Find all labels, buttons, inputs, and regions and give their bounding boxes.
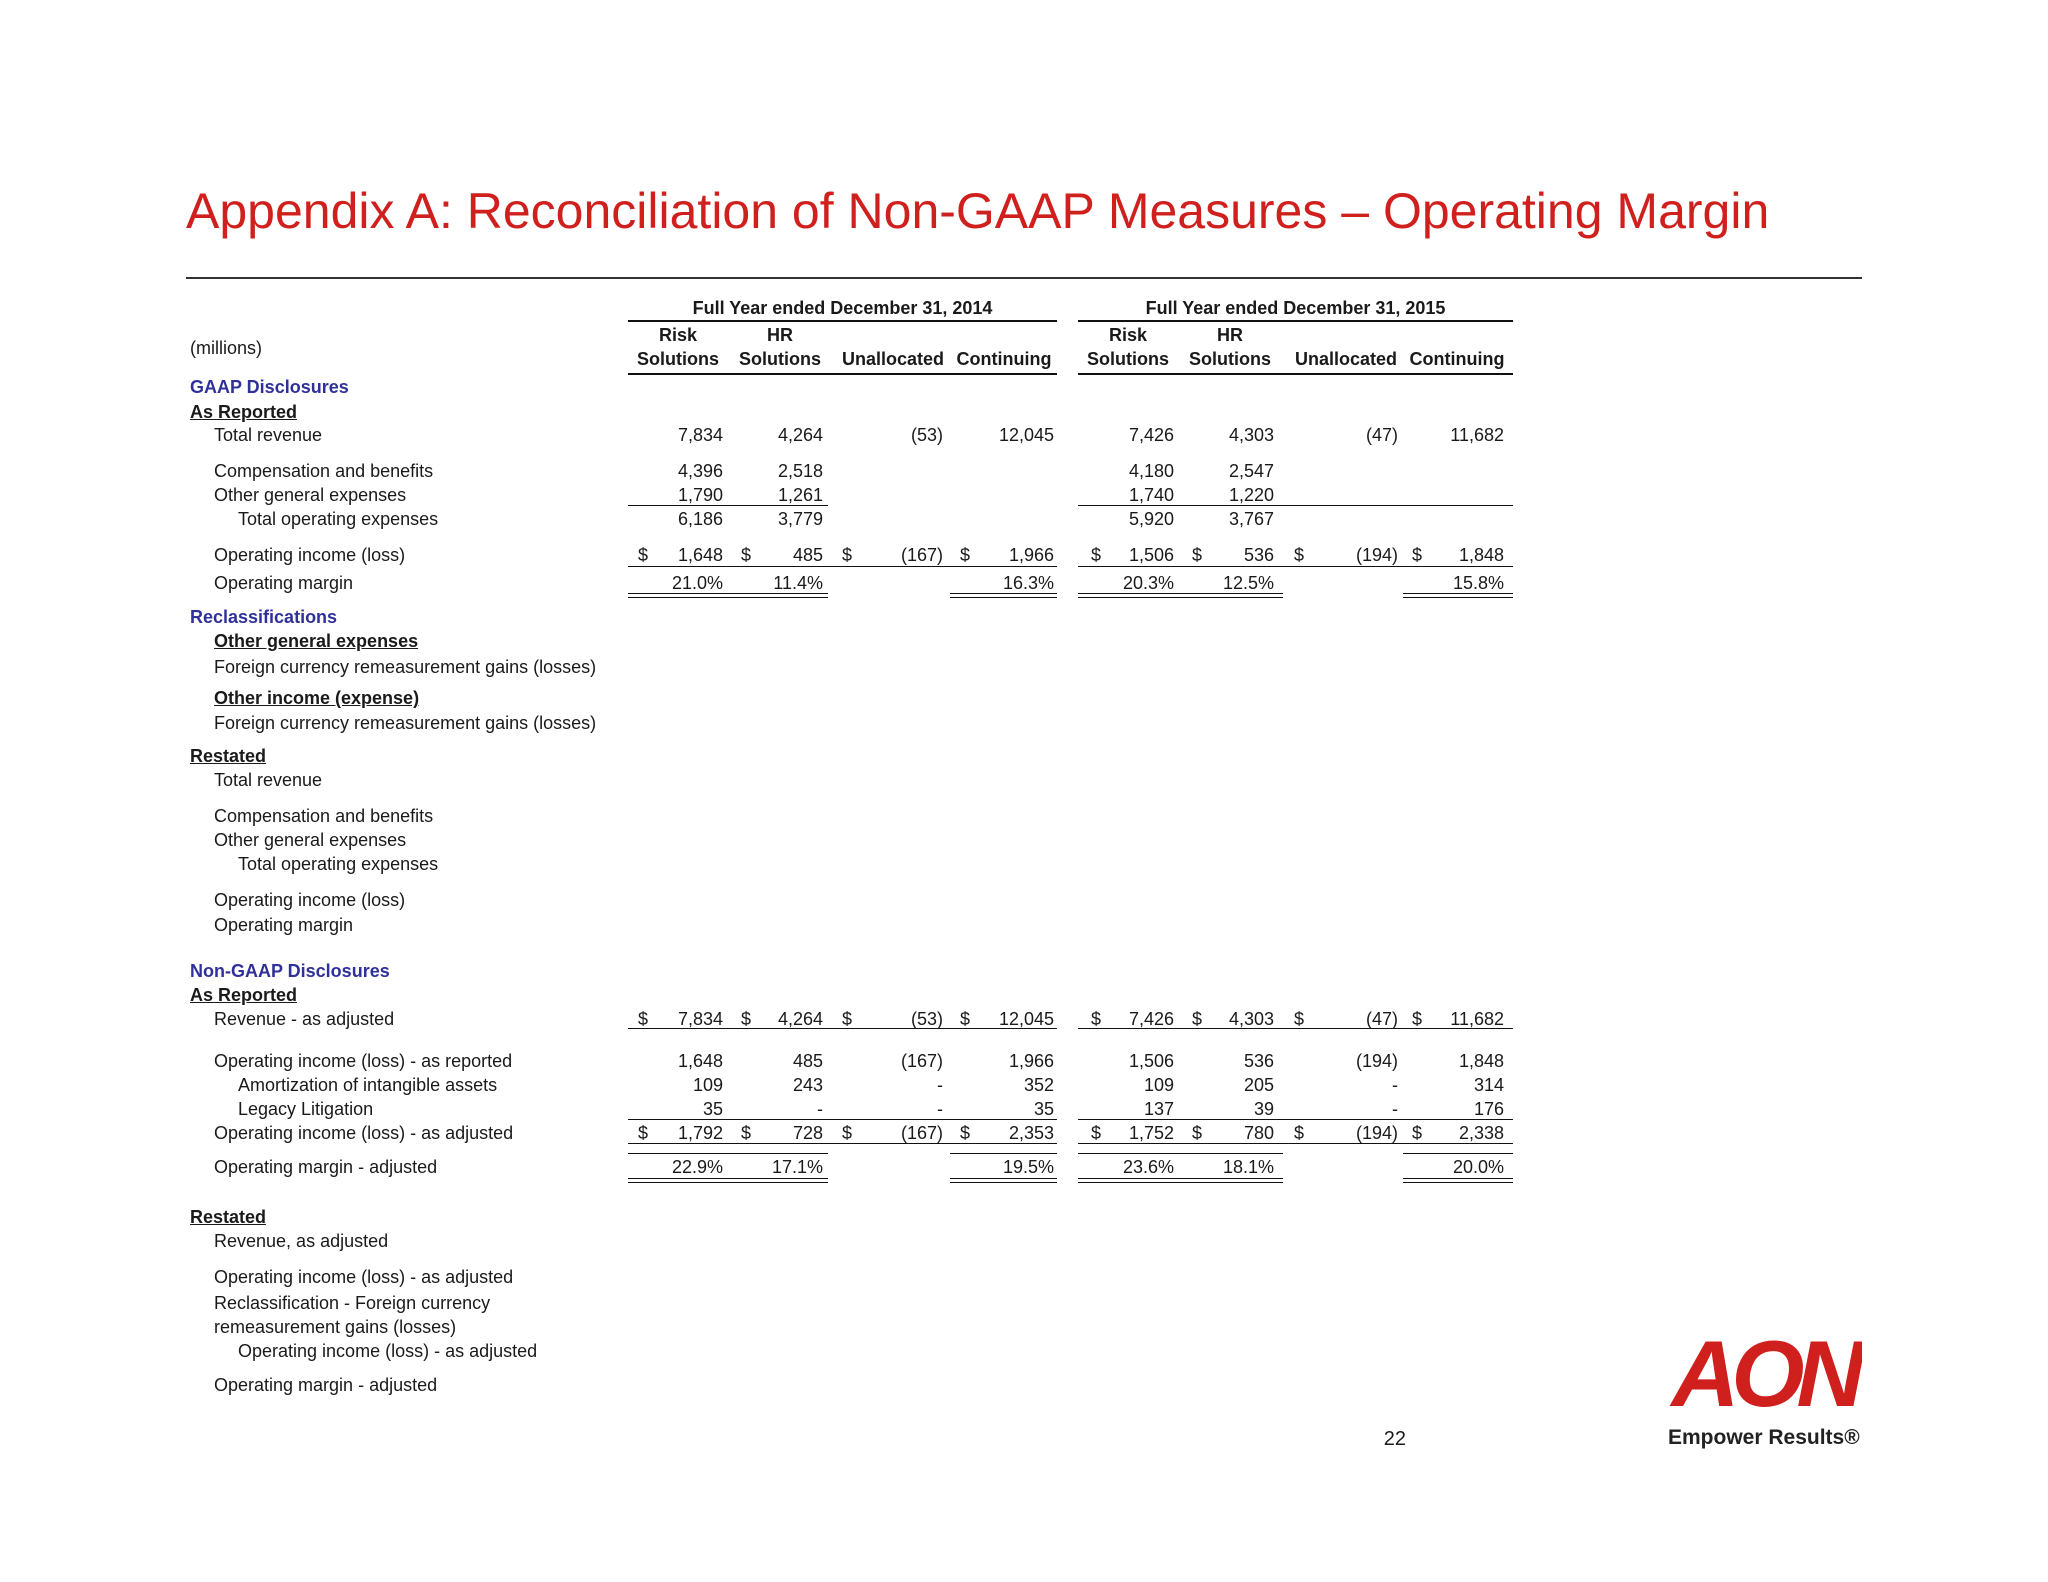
table-cell: 11,682 bbox=[1450, 425, 1504, 445]
period-header-rule bbox=[1078, 320, 1513, 322]
table-cell: 2,547 bbox=[1228, 461, 1274, 481]
table-cell: 1,506 bbox=[1128, 1051, 1174, 1071]
table-cell: 4,303 bbox=[1228, 425, 1274, 445]
table-cell: - bbox=[937, 1075, 943, 1095]
row-label: Other general expenses bbox=[214, 485, 407, 505]
table-cell: 3,767 bbox=[1228, 509, 1274, 529]
table-cell: 12,045 bbox=[998, 425, 1054, 445]
row-label: Operating income (loss) bbox=[214, 890, 406, 910]
total-double-rule bbox=[950, 1178, 1057, 1183]
table-cell: (194) bbox=[1355, 1123, 1398, 1143]
table-cell: 1,220 bbox=[1228, 485, 1274, 505]
total-rule bbox=[1078, 1028, 1513, 1029]
table-cell: 536 bbox=[1243, 545, 1274, 565]
currency-symbol: $ bbox=[638, 1123, 649, 1143]
table-cell: 35 bbox=[1033, 1099, 1054, 1119]
currency-symbol: $ bbox=[960, 545, 971, 565]
table-cell: 1,648 bbox=[677, 1051, 723, 1071]
table-cell: 39 bbox=[1253, 1099, 1274, 1119]
currency-symbol: $ bbox=[638, 545, 649, 565]
column-header: Risk bbox=[658, 325, 698, 345]
table-cell: 20.0% bbox=[1452, 1157, 1504, 1177]
table-cell: 19.5% bbox=[1002, 1157, 1054, 1177]
table-cell: 3,779 bbox=[777, 509, 823, 529]
currency-symbol: $ bbox=[1412, 1123, 1423, 1143]
table-cell: 5,920 bbox=[1128, 509, 1174, 529]
subtotal-rule bbox=[628, 566, 1057, 567]
currency-symbol: $ bbox=[1192, 1009, 1203, 1029]
table-cell: 352 bbox=[1023, 1075, 1054, 1095]
period-header: Full Year ended December 31, 2015 bbox=[1145, 298, 1446, 318]
table-cell: 1,648 bbox=[677, 545, 723, 565]
column-header: Solutions bbox=[739, 349, 821, 369]
row-label: Reclassifications bbox=[190, 607, 338, 627]
row-label: Operating margin - adjusted bbox=[214, 1157, 438, 1177]
subtotal-rule bbox=[628, 1143, 1057, 1144]
row-label: Compensation and benefits bbox=[214, 461, 434, 481]
currency-symbol: $ bbox=[1091, 545, 1102, 565]
currency-symbol: $ bbox=[842, 1123, 853, 1143]
table-cell: 7,834 bbox=[677, 1009, 723, 1029]
table-cell: 1,790 bbox=[677, 485, 723, 505]
table-cell: 1,506 bbox=[1128, 545, 1174, 565]
row-label: Operating income (loss) - as adjusted bbox=[214, 1123, 514, 1143]
row-label: Operating income (loss) - as adjusted bbox=[214, 1267, 514, 1287]
table-cell: 109 bbox=[1143, 1075, 1174, 1095]
column-header: Continuing bbox=[1409, 349, 1505, 369]
total-double-rule bbox=[1403, 593, 1513, 598]
page-title: Appendix A: Reconciliation of Non-GAAP Measures – Operating Margin bbox=[186, 183, 1770, 239]
table-cell: (167) bbox=[900, 1051, 943, 1071]
column-header: Unallocated bbox=[1294, 349, 1398, 369]
table-cell: (167) bbox=[900, 545, 943, 565]
table-cell: 137 bbox=[1143, 1099, 1174, 1119]
table-cell: 17.1% bbox=[771, 1157, 823, 1177]
currency-symbol: $ bbox=[960, 1009, 971, 1029]
table-cell: 20.3% bbox=[1122, 573, 1174, 593]
table-cell: 4,264 bbox=[777, 425, 823, 445]
total-double-rule bbox=[1078, 593, 1283, 598]
row-label: Revenue, as adjusted bbox=[214, 1231, 389, 1251]
column-header: Solutions bbox=[1087, 349, 1169, 369]
table-cell: 176 bbox=[1473, 1099, 1504, 1119]
currency-symbol: $ bbox=[842, 545, 853, 565]
row-label: Operating income (loss) - as reported bbox=[214, 1051, 513, 1071]
row-label: Restated bbox=[190, 1207, 267, 1227]
total-rule bbox=[628, 1153, 828, 1154]
total-rule bbox=[950, 1153, 1057, 1154]
table-cell: 4,180 bbox=[1128, 461, 1174, 481]
table-cell: 2,518 bbox=[777, 461, 823, 481]
table-cell: 485 bbox=[792, 545, 823, 565]
row-label: Amortization of intangible assets bbox=[238, 1075, 498, 1095]
currency-symbol: $ bbox=[960, 1123, 971, 1143]
row-label: Restated bbox=[190, 746, 267, 766]
row-label: As Reported bbox=[190, 985, 298, 1005]
column-header: Continuing bbox=[956, 349, 1052, 369]
tagline: Empower Results® bbox=[1668, 1426, 1860, 1449]
table-cell: 12.5% bbox=[1222, 573, 1274, 593]
table-cell: 21.0% bbox=[671, 573, 723, 593]
column-header: Unallocated bbox=[841, 349, 945, 369]
page-number: 22 bbox=[1383, 1428, 1406, 1450]
column-header: HR bbox=[767, 325, 793, 345]
subtotal-rule bbox=[1078, 566, 1513, 567]
table-cell: (47) bbox=[1365, 425, 1398, 445]
title-divider bbox=[186, 277, 1862, 279]
currency-symbol: $ bbox=[741, 545, 752, 565]
currency-symbol: $ bbox=[1192, 1123, 1203, 1143]
table-cell: 18.1% bbox=[1222, 1157, 1274, 1177]
units-label: (millions) bbox=[190, 338, 262, 358]
table-cell: - bbox=[1392, 1075, 1398, 1095]
currency-symbol: $ bbox=[741, 1009, 752, 1029]
table-cell: - bbox=[817, 1099, 823, 1119]
table-cell: 314 bbox=[1473, 1075, 1504, 1095]
total-double-rule bbox=[950, 593, 1057, 598]
column-header: HR bbox=[1217, 325, 1243, 345]
total-double-rule bbox=[628, 1178, 828, 1183]
table-cell: 11,682 bbox=[1450, 1009, 1504, 1029]
row-label: Total revenue bbox=[214, 425, 323, 445]
aon-logo bbox=[1666, 1326, 1862, 1416]
table-cell: 6,186 bbox=[677, 509, 723, 529]
table-cell: 12,045 bbox=[998, 1009, 1054, 1029]
row-label: Non-GAAP Disclosures bbox=[190, 961, 390, 981]
currency-symbol: $ bbox=[1091, 1123, 1102, 1143]
table-cell: 4,396 bbox=[677, 461, 723, 481]
table-cell: 1,966 bbox=[1008, 1051, 1054, 1071]
table-cell: (194) bbox=[1355, 1051, 1398, 1071]
table-cell: 485 bbox=[792, 1051, 823, 1071]
row-label: Legacy Litigation bbox=[238, 1099, 374, 1119]
subtotal-rule bbox=[1078, 1143, 1513, 1144]
table-cell: 109 bbox=[692, 1075, 723, 1095]
total-rule bbox=[628, 1028, 1057, 1029]
table-cell: 16.3% bbox=[1002, 573, 1054, 593]
table-cell: - bbox=[1392, 1099, 1398, 1119]
currency-symbol: $ bbox=[1294, 1123, 1305, 1143]
subtotal-rule bbox=[1078, 1119, 1513, 1120]
total-double-rule bbox=[1078, 1178, 1283, 1183]
table-cell: 4,303 bbox=[1228, 1009, 1274, 1029]
column-header-rule bbox=[628, 373, 1057, 375]
row-label: Other income (expense) bbox=[214, 688, 420, 708]
table-cell: 7,426 bbox=[1128, 425, 1174, 445]
row-label: Operating margin - adjusted bbox=[214, 1375, 438, 1395]
table-cell: (47) bbox=[1365, 1009, 1398, 1029]
row-label: Operating income (loss) bbox=[214, 545, 406, 565]
row-label: Compensation and benefits bbox=[214, 806, 434, 826]
table-cell: 728 bbox=[792, 1123, 823, 1143]
column-header: Solutions bbox=[1189, 349, 1271, 369]
table-cell: 1,848 bbox=[1458, 1051, 1504, 1071]
period-header: Full Year ended December 31, 2014 bbox=[692, 298, 993, 318]
table-cell: 1,792 bbox=[677, 1123, 723, 1143]
currency-symbol: $ bbox=[1294, 1009, 1305, 1029]
table-cell: - bbox=[937, 1099, 943, 1119]
table-cell: 7,834 bbox=[677, 425, 723, 445]
period-header-rule bbox=[628, 320, 1057, 322]
table-cell: 2,353 bbox=[1008, 1123, 1054, 1143]
currency-symbol: $ bbox=[1294, 545, 1305, 565]
table-cell: 205 bbox=[1243, 1075, 1274, 1095]
total-rule bbox=[1403, 1153, 1513, 1154]
table-cell: 1,261 bbox=[777, 485, 823, 505]
row-label: Other general expenses bbox=[214, 631, 419, 651]
row-label: Foreign currency remeasurement gains (losses) bbox=[214, 657, 597, 677]
currency-symbol: $ bbox=[741, 1123, 752, 1143]
row-label: Foreign currency remeasurement gains (losses) bbox=[214, 713, 597, 733]
table-cell: (167) bbox=[900, 1123, 943, 1143]
column-header-rule bbox=[1078, 373, 1513, 375]
table-cell: 1,848 bbox=[1458, 545, 1504, 565]
currency-symbol: $ bbox=[1412, 545, 1423, 565]
table-cell: 4,264 bbox=[777, 1009, 823, 1029]
table-cell: (194) bbox=[1355, 545, 1398, 565]
total-rule bbox=[1078, 1153, 1283, 1154]
row-label: Operating margin bbox=[214, 915, 354, 935]
table-cell: 536 bbox=[1243, 1051, 1274, 1071]
currency-symbol: $ bbox=[1192, 545, 1203, 565]
table-cell: 1,740 bbox=[1128, 485, 1174, 505]
table-cell: 22.9% bbox=[671, 1157, 723, 1177]
currency-symbol: $ bbox=[1412, 1009, 1423, 1029]
table-cell: 1,752 bbox=[1128, 1123, 1174, 1143]
row-label: Total revenue bbox=[214, 770, 323, 790]
table-cell: (53) bbox=[910, 425, 943, 445]
table-cell: 243 bbox=[792, 1075, 823, 1095]
currency-symbol: $ bbox=[638, 1009, 649, 1029]
column-header: Risk bbox=[1108, 325, 1148, 345]
row-label: GAAP Disclosures bbox=[190, 377, 349, 397]
table-cell: 780 bbox=[1243, 1123, 1274, 1143]
table-cell: 7,426 bbox=[1128, 1009, 1174, 1029]
table-cell: 35 bbox=[702, 1099, 723, 1119]
subtotal-rule bbox=[628, 1119, 1057, 1120]
row-label: Other general expenses bbox=[214, 830, 407, 850]
currency-symbol: $ bbox=[1091, 1009, 1102, 1029]
column-header: Solutions bbox=[637, 349, 719, 369]
table-cell: 23.6% bbox=[1122, 1157, 1174, 1177]
table-cell: 2,338 bbox=[1458, 1123, 1504, 1143]
row-label: Revenue - as adjusted bbox=[214, 1009, 395, 1029]
total-double-rule bbox=[1403, 1178, 1513, 1183]
table-cell: 11.4% bbox=[773, 573, 823, 593]
subtotal-rule bbox=[628, 505, 828, 506]
currency-symbol: $ bbox=[842, 1009, 853, 1029]
svg-text:AON: AON bbox=[1671, 1326, 1857, 1416]
row-label: Total operating expenses bbox=[238, 509, 439, 529]
table-cell: (53) bbox=[910, 1009, 943, 1029]
row-label: Operating income (loss) - as adjusted bbox=[238, 1341, 538, 1361]
total-double-rule bbox=[628, 593, 828, 598]
row-label: As Reported bbox=[190, 402, 298, 422]
row-label: Operating margin bbox=[214, 573, 354, 593]
row-label: Total operating expenses bbox=[238, 854, 439, 874]
row-label: remeasurement gains (losses) bbox=[214, 1317, 457, 1337]
row-label: Reclassification - Foreign currency bbox=[214, 1293, 491, 1313]
subtotal-rule bbox=[1078, 505, 1513, 506]
table-cell: 1,966 bbox=[1008, 545, 1054, 565]
table-cell: 15.8% bbox=[1452, 573, 1504, 593]
